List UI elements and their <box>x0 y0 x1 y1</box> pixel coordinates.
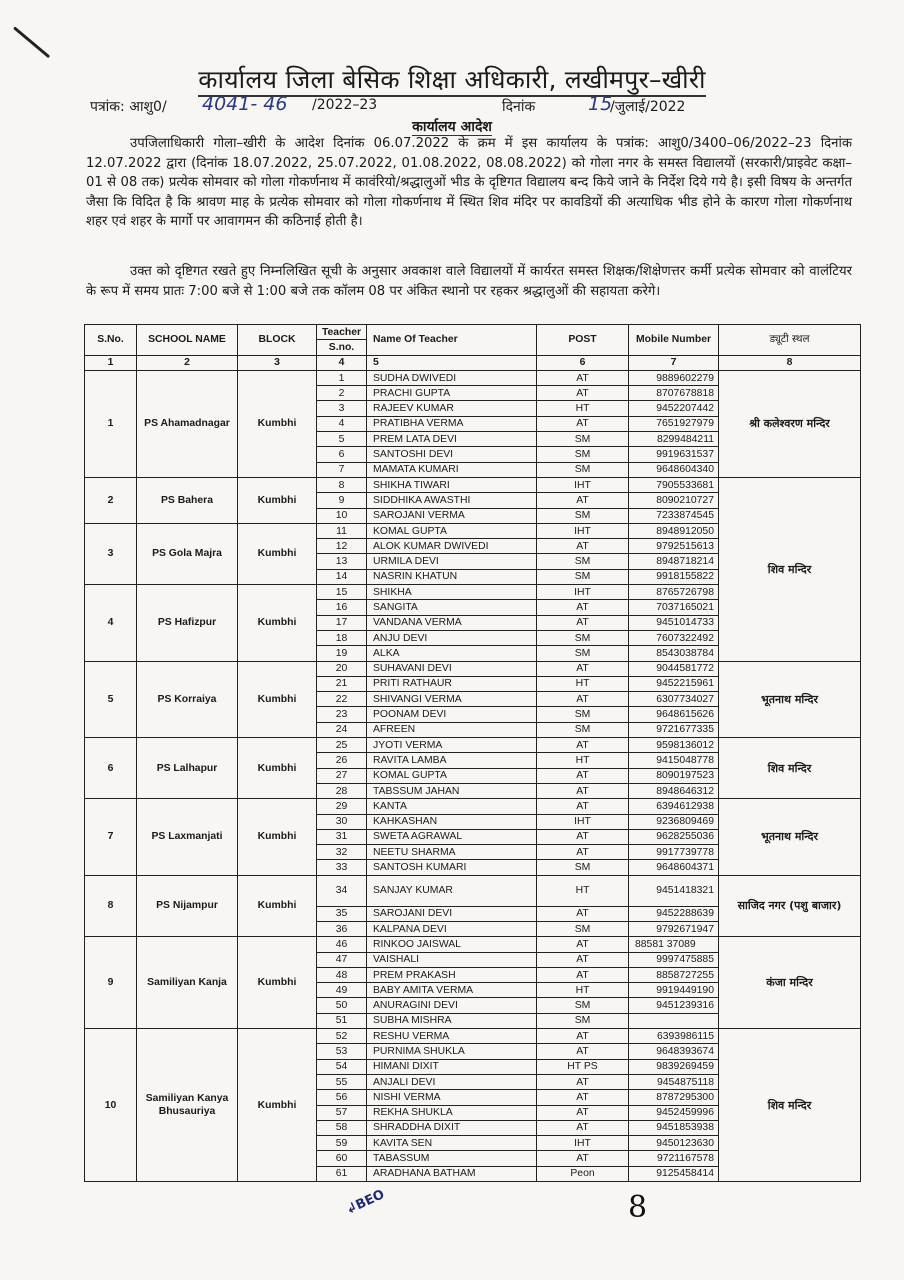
teacher-mobile: 8707678818 <box>629 386 719 401</box>
school-name: PS Lalhapur <box>137 738 238 799</box>
teacher-sno: 48 <box>317 967 367 982</box>
teacher-name: SANJAY KUMAR <box>367 875 537 906</box>
teacher-name: KAHKASHAN <box>367 814 537 829</box>
teacher-post: AT <box>537 967 629 982</box>
ref-number-handwritten: 4041- 46 <box>202 93 288 115</box>
teacher-sno: 52 <box>317 1029 367 1044</box>
teacher-name: SHIKHA <box>367 585 537 600</box>
teacher-sno: 27 <box>317 768 367 783</box>
teacher-mobile: 9918155822 <box>629 569 719 584</box>
school-block: Kumbhi <box>238 1029 317 1182</box>
teacher-post: SM <box>537 630 629 645</box>
teacher-post: SM <box>537 646 629 661</box>
teacher-post: SM <box>537 860 629 875</box>
teacher-name: SAROJANI VERMA <box>367 508 537 523</box>
duty-table <box>84 324 861 1182</box>
table-row <box>85 370 861 385</box>
school-name: PS Hafizpur <box>137 585 238 661</box>
col-num: 8 <box>719 355 861 370</box>
duty-place: शिव मन्दिर <box>719 1029 861 1182</box>
teacher-sno: 33 <box>317 860 367 875</box>
teacher-post: AT <box>537 906 629 921</box>
teacher-post: AT <box>537 1105 629 1120</box>
teacher-sno: 17 <box>317 615 367 630</box>
school-name: Samiliyan Kanja <box>137 937 238 1029</box>
teacher-post: AT <box>537 845 629 860</box>
teacher-sno: 49 <box>317 983 367 998</box>
school-name: Samiliyan Kanya Bhusauriya <box>137 1029 238 1182</box>
teacher-name: PRATIBHA VERMA <box>367 416 537 431</box>
teacher-mobile: 9451853938 <box>629 1120 719 1135</box>
pen-stroke-mark <box>13 26 50 58</box>
col-num: 6 <box>537 355 629 370</box>
teacher-post: IHT <box>537 585 629 600</box>
teacher-sno: 60 <box>317 1151 367 1166</box>
col-num: 5 <box>367 355 537 370</box>
teacher-mobile: 9452459996 <box>629 1105 719 1120</box>
teacher-mobile: 9454875118 <box>629 1074 719 1089</box>
teacher-name: MAMATA KUMARI <box>367 462 537 477</box>
teacher-mobile: 88581 37089 <box>629 937 719 952</box>
teacher-sno: 23 <box>317 707 367 722</box>
teacher-sno: 54 <box>317 1059 367 1074</box>
teacher-post: AT <box>537 799 629 814</box>
school-sno: 8 <box>85 875 137 937</box>
teacher-name: REKHA SHUKLA <box>367 1105 537 1120</box>
office-title-text: कार्यालय जिला बेसिक शिक्षा अधिकारी, लखीमपुर–खीरी <box>198 65 705 97</box>
school-sno: 10 <box>85 1029 137 1182</box>
paragraph-2: उक्त को दृष्टिगत रखते हुए निम्नलिखित सूची के अनुसार अवकाश वाले विद्यालयों में कार्यरत समस्त शिक्षक/शिक्षेणत्तर कर्मी प्रत्येक सोमवार को वालंटियर के रूप में समय प्रातः 7:00 बजे से 1:00 बजे तक कॉलम 08 पर अंकित स्थानो पर रहकर श्रद्धालुओं की सहायता करेगे। <box>86 264 852 299</box>
duty-place: भूतनाथ मन्दिर <box>719 661 861 737</box>
teacher-sno: 1 <box>317 370 367 385</box>
teacher-post: HT <box>537 983 629 998</box>
teacher-name: PREM PRAKASH <box>367 967 537 982</box>
school-sno: 4 <box>85 585 137 661</box>
teacher-post: AT <box>537 952 629 967</box>
teacher-post: AT <box>537 1044 629 1059</box>
teacher-name: SANTOSHI DEVI <box>367 447 537 462</box>
table-row <box>85 937 861 952</box>
teacher-mobile: 9792515613 <box>629 539 719 554</box>
teacher-mobile: 9889602279 <box>629 370 719 385</box>
table-row <box>85 1029 861 1044</box>
col-num: 4 <box>317 355 367 370</box>
teacher-post: AT <box>537 829 629 844</box>
teacher-name: PREM LATA DEVI <box>367 432 537 447</box>
teacher-mobile: 9044581772 <box>629 661 719 676</box>
teacher-mobile: 9451418321 <box>629 875 719 906</box>
header-teacher-sno-bottom: S.no. <box>317 340 367 355</box>
header-mobile: Mobile Number <box>629 325 719 356</box>
table-row <box>85 661 861 676</box>
teacher-name: NASRIN KHATUN <box>367 569 537 584</box>
teacher-mobile: 8948912050 <box>629 523 719 538</box>
teacher-name: KAVITA SEN <box>367 1136 537 1151</box>
teacher-name: VANDANA VERMA <box>367 615 537 630</box>
teacher-sno: 59 <box>317 1136 367 1151</box>
teacher-name: SHIVANGI VERMA <box>367 692 537 707</box>
teacher-post: SM <box>537 569 629 584</box>
teacher-name: TABSSUM JAHAN <box>367 783 537 798</box>
teacher-mobile: 9598136012 <box>629 738 719 753</box>
teacher-mobile: 9451014733 <box>629 615 719 630</box>
teacher-name: SAROJANI DEVI <box>367 906 537 921</box>
table-row <box>85 875 861 906</box>
teacher-sno: 35 <box>317 906 367 921</box>
teacher-mobile: 9628255036 <box>629 829 719 844</box>
teacher-name: POONAM DEVI <box>367 707 537 722</box>
table-row <box>85 477 861 492</box>
teacher-sno: 11 <box>317 523 367 538</box>
col-num: 7 <box>629 355 719 370</box>
school-sno: 6 <box>85 738 137 799</box>
teacher-name: ALKA <box>367 646 537 661</box>
teacher-name: JYOTI VERMA <box>367 738 537 753</box>
officer-signature: 8 <box>628 1190 648 1225</box>
teacher-mobile: 9917739778 <box>629 845 719 860</box>
teacher-post: SM <box>537 508 629 523</box>
teacher-post: SM <box>537 462 629 477</box>
duty-place: श्री कलेश्वरण मन्दिर <box>719 370 861 477</box>
teacher-sno: 19 <box>317 646 367 661</box>
teacher-sno: 31 <box>317 829 367 844</box>
school-name: PS Bahera <box>137 477 238 523</box>
table-header-row <box>85 325 861 340</box>
teacher-name: PURNIMA SHUKLA <box>367 1044 537 1059</box>
teacher-sno: 36 <box>317 921 367 936</box>
teacher-mobile: 8765726798 <box>629 585 719 600</box>
school-name: PS Nijampur <box>137 875 238 937</box>
teacher-name: SUHAVANI DEVI <box>367 661 537 676</box>
teacher-mobile: 9721677335 <box>629 722 719 737</box>
teacher-sno: 21 <box>317 676 367 691</box>
teacher-sno: 16 <box>317 600 367 615</box>
teacher-sno: 6 <box>317 447 367 462</box>
teacher-post: HT <box>537 676 629 691</box>
paragraph-1: उपजिलाधिकारी गोला–खीरी के आदेश दिनांक 06.07.2022 के क्रम में इस कार्यालय के पत्रांक: आशु0/3400–06/2022–23 दिनांक 12.07.2022 द्वारा (दिनांक 18.07.2022, 25.07.2022, 01.08.2022, 08.08.2022) को गोला नगर के समस्त विद्यालयों (सरकारी/प्राइवेट कक्षा–01 से 08 तक) प्रत्येक सोमवार को गोला गोकर्णनाथ में कावंरियो/श्रद्धालुओं भीड के दृष्टिगत विद्यालय बन्द किये जाने के निर्देश दिये गये है। इसी विषय के अन्तर्गत जैसा कि विदित है कि श्रावण माह के प्रत्येक सोमवार को गोला गोकर्णनाथ में स्थित शिव मंदिर पर कावडियों की अत्याधिक भीड होने के कारण गोला गोकर्णनाथ शहर एवं शहर के मार्गो पर आवागमन की कठिनाई होती है। <box>86 136 852 230</box>
teacher-name: ANURAGINI DEVI <box>367 998 537 1013</box>
teacher-post: Peon <box>537 1166 629 1181</box>
col-num: 1 <box>85 355 137 370</box>
teacher-sno: 13 <box>317 554 367 569</box>
school-sno: 5 <box>85 661 137 737</box>
school-name: PS Gola Majra <box>137 523 238 584</box>
initials-text: BEO <box>353 1187 388 1214</box>
teacher-name: BABY AMITA VERMA <box>367 983 537 998</box>
header-duty-place: ड्यूटी स्थल <box>719 325 861 356</box>
teacher-mobile: 9648604340 <box>629 462 719 477</box>
teacher-sno: 50 <box>317 998 367 1013</box>
teacher-mobile: 9648615626 <box>629 707 719 722</box>
teacher-sno: 9 <box>317 493 367 508</box>
teacher-sno: 34 <box>317 875 367 906</box>
teacher-sno: 25 <box>317 738 367 753</box>
teacher-post: SM <box>537 432 629 447</box>
teacher-name: PRITI RATHAUR <box>367 676 537 691</box>
teacher-sno: 58 <box>317 1120 367 1135</box>
teacher-name: NISHI VERMA <box>367 1090 537 1105</box>
teacher-mobile: 9450123630 <box>629 1136 719 1151</box>
teacher-name: RAVITA LAMBA <box>367 753 537 768</box>
teacher-post: SM <box>537 554 629 569</box>
teacher-mobile: 9919449190 <box>629 983 719 998</box>
teacher-post: HT <box>537 875 629 906</box>
teacher-mobile: 9792671947 <box>629 921 719 936</box>
teacher-mobile: 8543038784 <box>629 646 719 661</box>
teacher-name: ANJALI DEVI <box>367 1074 537 1089</box>
header-block: BLOCK <box>238 325 317 356</box>
teacher-post: AT <box>537 370 629 385</box>
teacher-mobile: 7651927979 <box>629 416 719 431</box>
teacher-post: IHT <box>537 477 629 492</box>
teacher-post: SM <box>537 1013 629 1028</box>
teacher-mobile: 8090210727 <box>629 493 719 508</box>
teacher-name: SUDHA DWIVEDI <box>367 370 537 385</box>
teacher-sno: 51 <box>317 1013 367 1028</box>
header-school-name: SCHOOL NAME <box>137 325 238 356</box>
teacher-post: AT <box>537 738 629 753</box>
teacher-mobile: 7905533681 <box>629 477 719 492</box>
teacher-name: SANGITA <box>367 600 537 615</box>
teacher-name: ARADHANA BATHAM <box>367 1166 537 1181</box>
teacher-name: ALOK KUMAR DWIVEDI <box>367 539 537 554</box>
teacher-sno: 4 <box>317 416 367 431</box>
teacher-post: AT <box>537 539 629 554</box>
teacher-name: KOMAL GUPTA <box>367 768 537 783</box>
teacher-sno: 32 <box>317 845 367 860</box>
teacher-mobile: 6393986115 <box>629 1029 719 1044</box>
header-post: POST <box>537 325 629 356</box>
teacher-name: SHIKHA TIWARI <box>367 477 537 492</box>
teacher-post: AT <box>537 937 629 952</box>
teacher-mobile: 9451239316 <box>629 998 719 1013</box>
teacher-mobile: 9452215961 <box>629 676 719 691</box>
teacher-mobile: 7607322492 <box>629 630 719 645</box>
header-sno: S.No. <box>85 325 137 356</box>
teacher-mobile: 9236809469 <box>629 814 719 829</box>
teacher-post: AT <box>537 1074 629 1089</box>
school-block: Kumbhi <box>238 937 317 1029</box>
header-teacher-name: Name Of Teacher <box>367 325 537 356</box>
teacher-sno: 56 <box>317 1090 367 1105</box>
school-block: Kumbhi <box>238 661 317 737</box>
teacher-post: SM <box>537 707 629 722</box>
school-name: PS Laxmanjati <box>137 799 238 875</box>
teacher-name: PRACHI GUPTA <box>367 386 537 401</box>
teacher-mobile: 9648604371 <box>629 860 719 875</box>
teacher-post: AT <box>537 600 629 615</box>
teacher-post: AT <box>537 386 629 401</box>
teacher-sno: 28 <box>317 783 367 798</box>
teacher-post: AT <box>537 661 629 676</box>
teacher-post: IHT <box>537 814 629 829</box>
teacher-mobile: 8299484211 <box>629 432 719 447</box>
teacher-post: HT <box>537 401 629 416</box>
teacher-sno: 53 <box>317 1044 367 1059</box>
teacher-sno: 20 <box>317 661 367 676</box>
col-num: 3 <box>238 355 317 370</box>
teacher-post: AT <box>537 1090 629 1105</box>
teacher-mobile: 8948718214 <box>629 554 719 569</box>
teacher-mobile: 9452207442 <box>629 401 719 416</box>
teacher-mobile: 7037165021 <box>629 600 719 615</box>
teacher-post: AT <box>537 1120 629 1135</box>
school-block: Kumbhi <box>238 585 317 661</box>
teacher-name: SANTOSH KUMARI <box>367 860 537 875</box>
teacher-post: AT <box>537 783 629 798</box>
duty-place: कंजा मन्दिर <box>719 937 861 1029</box>
teacher-sno: 22 <box>317 692 367 707</box>
teacher-mobile: 8090197523 <box>629 768 719 783</box>
teacher-post: HT <box>537 753 629 768</box>
teacher-sno: 61 <box>317 1166 367 1181</box>
header-teacher-sno-top: Teacher <box>317 325 367 340</box>
duty-place: भूतनाथ मन्दिर <box>719 799 861 875</box>
duty-place: शिव मन्दिर <box>719 477 861 661</box>
date-day-handwritten: 15 <box>588 93 613 115</box>
teacher-mobile <box>629 1013 719 1028</box>
order-heading-text: कार्यालय आदेश <box>412 119 492 135</box>
teacher-post: AT <box>537 416 629 431</box>
school-block: Kumbhi <box>238 370 317 477</box>
ref-suffix: /2022–23 <box>312 97 378 113</box>
school-sno: 2 <box>85 477 137 523</box>
teacher-sno: 30 <box>317 814 367 829</box>
teacher-mobile: 8858727255 <box>629 967 719 982</box>
table-body <box>85 370 861 1181</box>
teacher-name: SUBHA MISHRA <box>367 1013 537 1028</box>
school-name: PS Korraiya <box>137 661 238 737</box>
teacher-name: TABASSUM <box>367 1151 537 1166</box>
teacher-name: SWETA AGRAWAL <box>367 829 537 844</box>
teacher-sno: 47 <box>317 952 367 967</box>
teacher-post: IHT <box>537 523 629 538</box>
teacher-mobile: 7233874545 <box>629 508 719 523</box>
teacher-name: SHRADDHA DIXIT <box>367 1120 537 1135</box>
teacher-sno: 14 <box>317 569 367 584</box>
teacher-sno: 12 <box>317 539 367 554</box>
teacher-sno: 55 <box>317 1074 367 1089</box>
teacher-post: AT <box>537 1151 629 1166</box>
teacher-sno: 5 <box>317 432 367 447</box>
teacher-post: AT <box>537 692 629 707</box>
teacher-mobile: 9415048778 <box>629 753 719 768</box>
teacher-sno: 29 <box>317 799 367 814</box>
initials-stamp: ↲BEO <box>343 1187 388 1218</box>
teacher-sno: 24 <box>317 722 367 737</box>
date-suffix: /जुलाई/2022 <box>610 99 686 115</box>
teacher-sno: 57 <box>317 1105 367 1120</box>
school-block: Kumbhi <box>238 523 317 584</box>
teacher-post: AT <box>537 768 629 783</box>
school-sno: 1 <box>85 370 137 477</box>
teacher-name: HIMANI DIXIT <box>367 1059 537 1074</box>
teacher-mobile: 8948646312 <box>629 783 719 798</box>
office-title <box>0 62 904 96</box>
teacher-post: AT <box>537 493 629 508</box>
teacher-mobile: 8787295300 <box>629 1090 719 1105</box>
teacher-sno: 46 <box>317 937 367 952</box>
teacher-name: KANTA <box>367 799 537 814</box>
teacher-mobile: 9839269459 <box>629 1059 719 1074</box>
teacher-name: RESHU VERMA <box>367 1029 537 1044</box>
teacher-mobile: 6307734027 <box>629 692 719 707</box>
teacher-sno: 15 <box>317 585 367 600</box>
teacher-mobile: 9648393674 <box>629 1044 719 1059</box>
teacher-name: KOMAL GUPTA <box>367 523 537 538</box>
school-sno: 9 <box>85 937 137 1029</box>
school-sno: 3 <box>85 523 137 584</box>
teacher-sno: 18 <box>317 630 367 645</box>
teacher-name: RAJEEV KUMAR <box>367 401 537 416</box>
teacher-name: ANJU DEVI <box>367 630 537 645</box>
teacher-sno: 8 <box>317 477 367 492</box>
teacher-sno: 7 <box>317 462 367 477</box>
teacher-name: NEETU SHARMA <box>367 845 537 860</box>
teacher-name: SIDDHIKA AWASTHI <box>367 493 537 508</box>
teacher-post: SM <box>537 921 629 936</box>
table-row <box>85 799 861 814</box>
table-row <box>85 738 861 753</box>
school-name: PS Ahamadnagar <box>137 370 238 477</box>
teacher-post: AT <box>537 1029 629 1044</box>
col-num: 2 <box>137 355 238 370</box>
column-number-row <box>85 355 861 370</box>
teacher-sno: 26 <box>317 753 367 768</box>
teacher-mobile: 9919631537 <box>629 447 719 462</box>
school-block: Kumbhi <box>238 799 317 875</box>
teacher-post: HT PS <box>537 1059 629 1074</box>
teacher-name: URMILA DEVI <box>367 554 537 569</box>
duty-place: शिव मन्दिर <box>719 738 861 799</box>
teacher-sno: 2 <box>317 386 367 401</box>
teacher-post: AT <box>537 615 629 630</box>
teacher-name: VAISHALI <box>367 952 537 967</box>
teacher-sno: 10 <box>317 508 367 523</box>
teacher-name: KALPANA DEVI <box>367 921 537 936</box>
school-block: Kumbhi <box>238 477 317 523</box>
date-label: दिनांक <box>502 99 536 115</box>
school-block: Kumbhi <box>238 875 317 937</box>
teacher-name: RINKOO JAISWAL <box>367 937 537 952</box>
teacher-post: SM <box>537 447 629 462</box>
ref-label: पत्रांक: आशु0/ <box>90 99 167 115</box>
school-sno: 7 <box>85 799 137 875</box>
duty-place: साजिद नगर (पशु बाजार) <box>719 875 861 937</box>
teacher-mobile: 9997475885 <box>629 952 719 967</box>
teacher-mobile: 9452288639 <box>629 906 719 921</box>
teacher-post: SM <box>537 722 629 737</box>
teacher-post: IHT <box>537 1136 629 1151</box>
teacher-mobile: 6394612938 <box>629 799 719 814</box>
teacher-mobile: 9125458414 <box>629 1166 719 1181</box>
teacher-post: SM <box>537 998 629 1013</box>
teacher-sno: 3 <box>317 401 367 416</box>
school-block: Kumbhi <box>238 738 317 799</box>
teacher-name: AFREEN <box>367 722 537 737</box>
teacher-mobile: 9721167578 <box>629 1151 719 1166</box>
